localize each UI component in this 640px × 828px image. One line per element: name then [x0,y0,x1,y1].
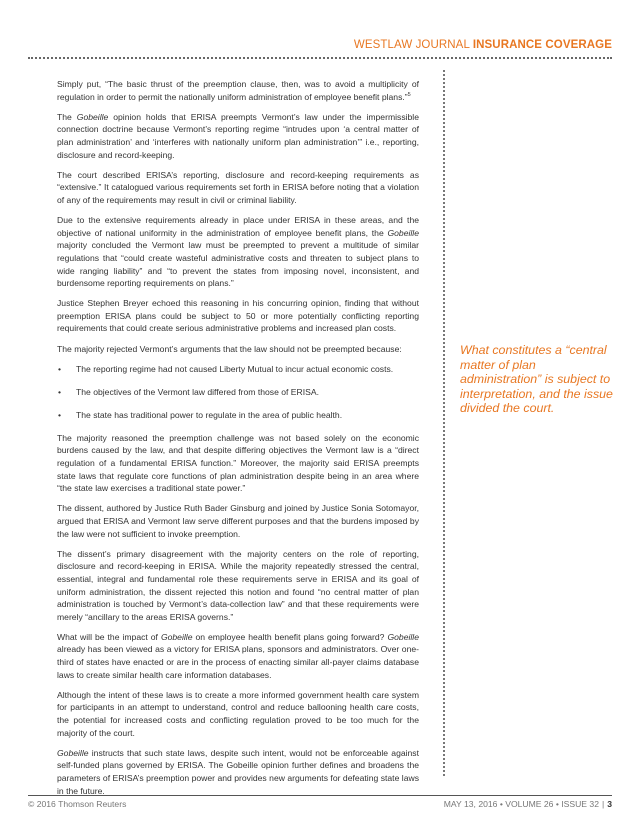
paragraph-10: What will be the impact of Gobeille on employee health benefit plans going forward? Gobeille already has been viewed as a victory for ERISA plans, sponsors and administrators. Over one-third of states have enacted or are in the process of enacting similar all-payer claims database laws to create similar health care information databases. [57,631,419,680]
column-dotted-divider [443,70,445,776]
paragraph-9: The dissent’s primary disagreement with the majority centers on the role of reporting, disclosure and record-keeping in ERISA. While the majority repeatedly stressed the central, essential, integral and fundamental role these requirements serve in ERISA and its goal of uniform administration, the dissent rejected this notion and found “no central matter of plan administration is touched by Vermont’s data-collection law” and that these requirements were merely “ancillary to the areas ERISA governs.” [57,548,419,622]
journal-masthead [354,39,612,51]
issue-date-volume: MAY 13, 2016 • VOLUME 26 • ISSUE 32 [443,799,599,809]
paragraph-2: The Gobeille opinion holds that ERISA preempts Vermont’s law under the impermissible connection doctrine because Vermont’s reporting regime “intrudes upon ‘a central matter of plan administration’ and ‘interferes with nationally uniform plan administration’” i.e., reporting, disclosure and record-keeping. [57,111,419,160]
pull-quote: What constitutes a “central matter of plan administration” is subject to interpretation, and the issue divided the court. [460,343,613,416]
footer-separator: | [601,799,605,809]
bullet-item: • The state has traditional power to regulate in the area of public health. [58,409,343,420]
bullet-glyph: • [58,386,62,397]
paragraph-12: Gobeille instructs that such state laws, despite such intent, would not be enforceable against self-funded plans governed by ERISA. The Gobeille opinion further defines and broadens the parameters of ERISA’s preemption power and provides new arguments for defeating state laws in the future. [57,747,419,796]
paragraph-6: The majority rejected Vermont’s arguments that the law should not be preempted because: [57,343,402,354]
paragraph-4: Due to the extensive requirements already in place under ERISA in these areas, and the objective of national uniformity in the administration of employee benefit plans, the Gobeille majority concluded the Vermont law must be preempted to prevent a multitude of similar regulations that “could create wasteful administrative costs and threaten to subject plans to wide ranging liability” and “to prevent the states from imposing novel, inconsistent, and burdensome reporting requirements on plans.” [57,215,419,289]
page-number: 3 [607,799,612,809]
paragraph-1: Simply put, “The basic thrust of the preemption clause, then, was to avoid a multiplicity of regulation in order to permit the nationally uniform administration of employee benefit plans.”$^5$ [57,79,419,102]
paragraph-5: Justice Stephen Breyer echoed this reasoning in his concurring opinion, finding that without preemption ERISA plans could be subject to 50 or more potentially conflicting reporting requirements that could create serious administrative problems and increased plan costs. [57,298,419,334]
bullet-glyph: • [58,363,62,374]
paragraph-7: The majority reasoned the preemption challenge was not based solely on the economic burdens caused by the law, and that despite differing objectives the Vermont law is a “direct regulation of a fundamental ERISA function.” Moreover, the majority said ERISA preempts state laws that regulate core functions of plan administration despite being in an area where “the state law exercises a traditional state power.” [57,432,419,494]
journal-name: INSURANCE COVERAGE [472,39,612,51]
issue-info [444,799,612,809]
journal-prefix: WESTLAW JOURNAL [353,39,473,51]
bullet-item: • The reporting regime had not caused Liberty Mutual to incur actual economic costs. [58,363,394,374]
copyright-notice: © 2016 Thomson Reuters [28,799,127,809]
bullet-list [57,363,419,422]
footnote-ref[interactable]: 5 [407,91,411,98]
bullet-item: • The objectives of the Vermont law differed from those of ERISA. [58,386,319,397]
footer-rule [28,795,612,796]
bullet-glyph: • [58,409,62,420]
paragraph-3: The court described ERISA’s reporting, disclosure and record-keeping requirements as “extensive.” It catalogued various requirements set forth in ERISA before noting that a violation of any of the requirements may result in civil or criminal liability. [57,169,419,205]
header-dotted-rule [28,57,612,59]
paragraph-11: Although the intent of these laws is to create a more informed government health care system for participants in an attempt to understand, control and reduce ballooning health care costs, the potential for increased costs and conflicting regulation proved to be too much for the majority of the court. [57,689,419,738]
paragraph-8: The dissent, authored by Justice Ruth Bader Ginsburg and joined by Justice Sonia Sotomayor, argued that ERISA and Vermont law serve different purposes and that the burdens imposed by the law were not sufficient to invoke preemption. [57,503,419,539]
article-body [57,78,419,805]
